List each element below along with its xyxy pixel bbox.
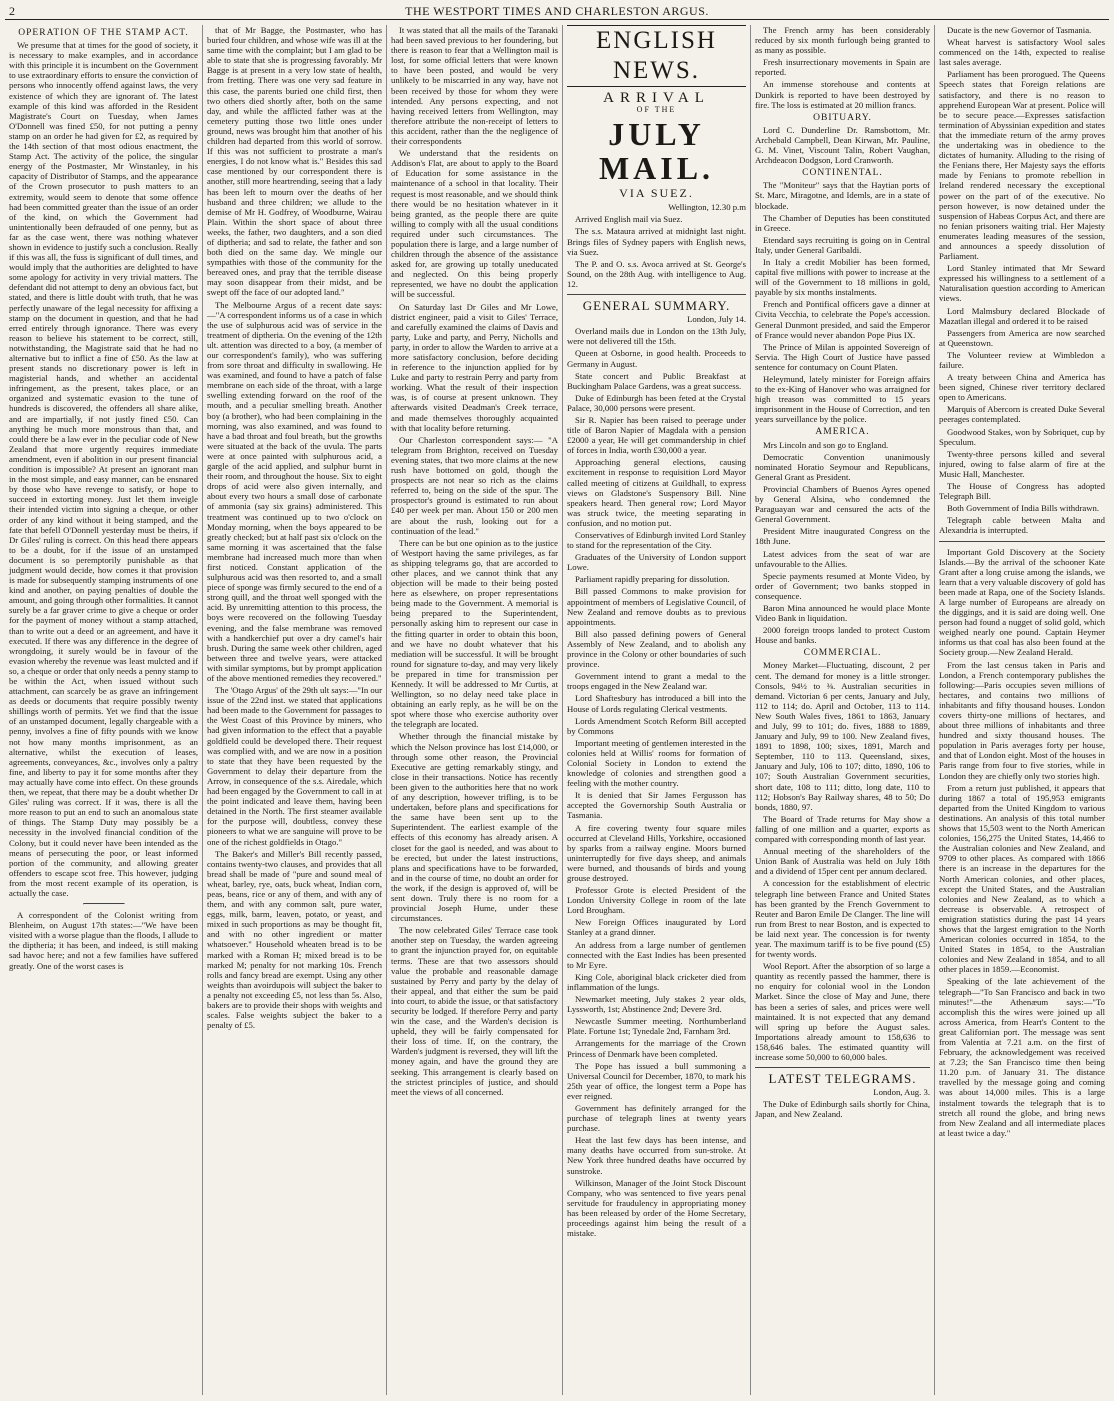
- article-paragraph: It was stated that all the mails of the Taranaki had been saved previous to her foundering, but there is reason to fear that a Wellington mail is lost, for some official letters that were known to have been posted, and would be very unlikely to be miscarried in any way, have not been received by those for whom they were intended. Any persons expecting, and not having received letters from Wellington, may therefore attribute the non-receipt of letters to this accident, rather than the the negligence of their correspondents: [391, 25, 558, 147]
- article-paragraph: A correspondent of the Colonist writing from Blenheim, on August 17th states:—"We have been visited with a worse plague than the floods, I allude to the diptheria; it has been, and indeed, is still making sad havoc here; and not a few families have suffered greatly. One of the worst cases is: [9, 910, 198, 971]
- column-5: [750, 25, 934, 1395]
- section-heading-america: AMERICA.: [815, 427, 870, 438]
- news-item: Approaching general elections, causing excitement in response to requisition Lord Mayor called meeting of citizens at Guildhall, to express views on Gladstone's Suspensory Bill. Nine speakers heard. Then general row; Lord Mayor was struck twice, the meeting separating in confusion, and no motion put.: [567, 457, 746, 528]
- news-item: Mrs Lincoln and son go to England.: [763, 439, 889, 450]
- news-item: A concession for the establishment of electric telegraph line between France and United States has been granted by the French Government to Reuter and Baron Emile De Clanger. The line will run from Brest to near Boston, and is expected to be laid next year. The concession is for twenty year. The maximum tariff is to be five pound (£5) for twenty words.: [755, 878, 930, 960]
- news-item: Telegraph cable between Malta and Alexandria is interrupted.: [939, 515, 1105, 536]
- column-3: [386, 25, 562, 1395]
- news-item: 2000 foreign troops landed to protect Custom House and banks.: [755, 625, 930, 646]
- news-item: It is denied that Sir James Fergusson has accepted the Governorship South Australia or Tasmania.: [567, 790, 746, 821]
- section-heading-continental: CONTINENTAL.: [802, 168, 883, 179]
- newspaper-page: [5, 3, 1109, 1395]
- dateline: London, July 14.: [687, 314, 746, 325]
- column-6: [934, 25, 1109, 1395]
- dateline: London, Aug. 3.: [873, 1087, 930, 1098]
- news-item: Passengers from America are now searched at Queenstown.: [939, 327, 1105, 348]
- news-item: Queen at Osborne, in good health. Proceeds to Germany in August.: [567, 348, 746, 369]
- newspaper-title: THE WESTPORT TIMES AND CHARLESTON ARGUS.: [405, 4, 709, 18]
- news-item: Parliament rapidly preparing for dissolution.: [575, 574, 730, 585]
- news-item: Sir R. Napier has been raised to peerage under title of Baron Napier of Magdala with a pension £2000 a year, He will get commandership in chief of forces in India, worth £30,000 a year.: [567, 414, 746, 456]
- news-item: The Board of Trade returns for May show a falling of one million and a quarter, exports as compared with corresponding month of last year.: [755, 813, 930, 845]
- news-item: Conservatives of Edinburgh invited Lord Stanley to stand for the representation of the City.: [567, 530, 746, 551]
- news-item: Bill passed Commons to make provision for appointment of members of Legislative Council, of New Zealand and remove doubts as to previous appointments.: [567, 586, 746, 627]
- article-paragraph: From the last census taken in Paris and London, a French contemporary publishes the following:—Paris occupies seven millions of hectares, and contains two millions of inhabitants and fifty thousand houses. London covers thirty-one millions of hectares, and about three millions of inhabitants and three hundred and sixty thousand houses. The population in Paris averages forty per house, and that of London eight. Most of the houses in Paris range from four to five stories, while in London they are chiefly only two stories high.: [939, 659, 1105, 781]
- news-item: New Foreign Offices inaugurated by Lord Stanley at a grand dinner.: [567, 917, 746, 938]
- news-item: Democratic Convention unanimously nominated Horatio Seymour and Republicans, General Grant as President.: [755, 451, 930, 482]
- news-item: Newcastle Summer meeting. Northumberland Plate. Fortune 1st; Tynedale 2nd, Farnham 3rd.: [567, 1016, 746, 1037]
- news-item: Lord Stanley intimated that Mr Seward expressed his willingness to a settlement of a Naturalisation question according to American views.: [939, 263, 1105, 304]
- news-item: Duke of Edinburgh has been feted at the Crystal Palace, 30,000 persons were present.: [567, 392, 746, 413]
- article-paragraph: Important Gold Discovery at the Society Islands.—By the arrival of the schooner Kate Grant after a long cruise among the islands, we learn that a very valuable discovery of gold has been made at Rapa, one of the Society Islands. A large number of Europeans are already on the diggings, and it is said are doing well. One person had found a nugget of solid gold, which weighed nearly one pound. Captain Heymer informs us that coal has also been found at the Society group.—New Zealand Herald.: [939, 546, 1105, 658]
- article-paragraph: On Saturday last Dr Giles and Mr Lowe, district engineer, paid a visit to Giles' Terrace, and carefully examined the claims of Davis and party, Luke and party, and Perry, Nicholls and party, in order to allow the Warden to arrive at a more satisfactory conclusion, before deciding in reference to the injunction applied for by Luke and party to restrain Perry and party from working. What the result of their inspection was, is of course at present unknown. They afterwards visited Deadman's Creek terrace, and made themselves thoroughly acquainted with that locality before returning.: [391, 301, 558, 433]
- article-paragraph: From a return just published, it appears that during 1867 a total of 195,953 emigrants departed from the United Kingdom to various destinations. An analysis of this total number shows that 15,503 went to the North American colonies, 156,275 the United States, 14,466 to the Australian colonies and New Zealand, and 9709 to other places. As compared with 1866 there is an increase in the departures for the North American colonies, and other places, except the United States, and the Australian colonies and New Zealand, as to which a decrease is observable. A retrospect of emigration statistics during the past 14 years shows that the largest emigration to the North American colonies occurred in 1854, to the United States in 1854, to the Australian colonies and New Zealand in 1854, and to all other places in 1859.—Economist.: [939, 782, 1105, 975]
- banner-via: VIA SUEZ.: [619, 186, 694, 201]
- article-paragraph: There can be but one opinion as to the justice of Westport having the same privileges, as far as shipping telegrams go, that are accorded to other places, and we cannot think that any objection will be made to their being posted here as elsewhere, on proper representations being made to the Government. A memorial is being prepared to the Superintendent, personally asking him to represent our case in the fitting quarter in order to obtain this boon, and we have no doubt whatever that his mediation will be successful. It will be brought round for signature to-day, and may very likely be prepared in time for transmission per Kennedy. It will be addressed to Mr Curtis, at Wellington, so no delay need take place in obtaining an early reply, as he will be on the spot where those who exercise authority over the telegraph are located.: [391, 537, 558, 730]
- page-number: 2: [9, 4, 16, 18]
- news-item: Wheat harvest is satisfactory Wool sales commenced on the 14th, expected to realise last sales average.: [939, 37, 1105, 68]
- banner-arrival: ARRIVAL: [603, 90, 710, 106]
- news-item: Ducate is the new Governor of Tasmania.: [947, 25, 1092, 35]
- article-paragraph: Speaking of the late achievement of the telegraph—"To San Francisco and back in two minutes!"—the Athenæum says:—"To accomplish this the wires were joined up all across America, from Heart's Content to the great Californian port. The message was sent from Valentia at 7.21 a.m. on the first of February, the acknowledgement was received at 7.23; the San Francisco time then being 11.20 p.m. of January 31. The distance travelled by the message going and coming was about 14,000 miles. This is a large instalment towards the telegraph that is to stretch all round the globe, and bring news from New Zealand and all intermediate places at least twice a day.": [939, 976, 1105, 1138]
- news-item: Arrangements for the marriage of the Crown Princess of Denmark have been completed.: [567, 1038, 746, 1059]
- news-item: Bill also passed defining powers of General Assembly of New Zealand, and to abolish any province in the Colony or other boundaries of such province.: [567, 628, 746, 670]
- news-item: Parliament has been prorogued. The Queens Speech states that Foreign relations are satisfactory, and there is no reason to apprehend European War at present. Police will be to secure peace.—Expresses satisfaction termination of Abyssinian expedition and states that the immediate return of the army proves the undertaking was in obedience to the dictates of humanity. Alluding to the rising of the Fenians there, Her Majesty says the efforts made by Fenians to promote rebellion in Ireland rendered necessary the exceptional power on the part of of the executive. No person however, is now detained under the suspension of Habeas Corpus Act, and there are no fenian prisoners waiting trial. Her Majesty enumerates leading measures of the session, and announces a speedy dissolution of Parliament.: [939, 69, 1105, 262]
- divider: [83, 903, 125, 905]
- news-item: An immense storehouse and contents at Dunkirk is reported to have been destroyed by fire. The loss is estimated at 20 million francs.: [755, 79, 930, 110]
- divider: [567, 294, 746, 295]
- news-item: In Italy a credit Mobilier has been formed, capital five millions with power to increase at the will of the Government to 18 millions in gold, payable by six months instalments.: [755, 256, 930, 298]
- news-item: Twenty-three persons killed and several injured, owing to false alarm of fire at the Music Hall, Manchester.: [939, 448, 1105, 479]
- news-item: Both Government of India Bills withdrawn.: [947, 503, 1100, 514]
- news-item: A fire covering twenty four square miles occurred at Cleveland Hills, Yorkshire, occasioned by sparks from a railway engine. Moors burned uninterruptedly for five days sheep, and animals were burned, and thousands of birds and young grouse destroyed.: [567, 822, 746, 883]
- column-4: [562, 25, 750, 1395]
- news-item: Heat the last few days has been intense, and many deaths have occurred from sun-stroke. At New York three hundred deaths have occurred by sunstroke.: [567, 1135, 746, 1176]
- news-item: The "Moniteur" says that the Haytian ports of St. Marc, Miragotne, and Idemls, are in a state of blockade.: [755, 180, 930, 211]
- article-paragraph: We understand that the residents on Addison's Flat, are about to apply to the Board of Education for some assistance in the maintenance of a school in that locality. Their request is most reasonable, and we should think there would be no hesitation whatever in it being granted, as the people there are quite willing to comply with all the usual conditions required under such circumstances. The population there is large, and a large number of children through the absence of the assistance asked for, are growing up totally uneducated and neglected. On this being properly represented, we have no doubt the application will be successful.: [391, 148, 558, 300]
- news-item: Money Market—Fluctuating, discount, 2 per cent. The demand for money is a little stronger. Consols, 94½ to ⅜. Australian securities in demand. Victorian 6 per cents, January and July, 112 to 114; do. April and October, 113 to 114. New South Wales fives, 1861 to 1863, January and July, 99 to 101; do. fives, 1888 to 1889, January and July, 99 to 100. New Zealand fives, 1891 to 1898, 100; sixes, 1891, March and September, 110 to 113. Queensland, sixes, January and July, 106 to 107; ditto, 1890, 106 to 107; South Australian Government securities, short date, 108 to 111; ditto, long date, 110 to 112; Hobson's Bay Railway shares, 48 to 50; Do bonds, 1880, 97.: [755, 660, 930, 812]
- news-item: Heleymund, lately minister for Foreign affairs to the ex-King of Hanover who was arraigned for high treason was committed to 15 years imprisonment in the House of Correction, and ten years surveillance by the police.: [755, 374, 930, 425]
- news-item: Specie payments resumed at Monte Video, by order of Government; two banks stopped in consequence.: [755, 570, 930, 601]
- column-2: [202, 25, 386, 1395]
- news-item: The Duke of Edinburgh sails shortly for China, Japan, and New Zealand.: [755, 1099, 930, 1120]
- article-paragraph: Whether through the financial mistake by which the Nelson province has lost £14,000, or through some other reason, the Provincial Executive are getting remarkably stingy, and close in their transactions. Notice has recently been given to the authorities here that no work of any description, however trifling, is to be undertaken, before plans and specifications for the same have been sent up to the Superintendent. The earliest example of the effects of this economy has already arisen. A closet for the gaol is needed, and was about to be erected, but under the latest instructions, plans and specifications have to be forwarded, and in the course of time, no doubt an order for the work, if the design is approved of, will be sent down. Truly there is no room for a provincial Joseph Hume, under these circumstances.: [391, 731, 558, 924]
- news-item: Wool Report. After the absorption of so large a quantity as recently passed the hammer, there is no enquiry for colonial wool in the London Market. Since the close of May and June, there has been a series of sales, and prices were well maintained. It is not expected that any demand will spring up before the August sales. Importations already amount to 158,636 to 158,646 bales. The estimated quantity will increase some 50,000 to 60,000 bales.: [755, 961, 930, 1062]
- news-item: The French army has been considerably reduced by six month furlough being granted to as many as possible.: [755, 25, 930, 56]
- news-item: Lord Malmsbury declared Blockade of Mazatlan illegal and ordered it to be raised: [939, 305, 1105, 326]
- news-item: President Mitre inaugurated Congress on the 18th June.: [755, 526, 930, 547]
- news-item: State concert and Public Breakfast at Buckingham Palace Gardens, was a great success.: [567, 370, 746, 391]
- news-item: The Chamber of Deputies has been constituted in Greece.: [755, 212, 930, 233]
- article-paragraph: that of Mr Bagge, the Postmaster, who has buried four children, and whose wife was ill at the same time with the complaint; but I am glad to be able to state that she is progressing favorably. Mr Bagge is at present in a very low state of health, from fretting. There was one very sad feature in this case, the parents buried one child first, then two others died shortly after, both on the same day, and while the afflicted father was at the cemetery putting those two little ones under ground, news was brought him that another of his children had departed from this world of sorrow. If this was not sufficient to prostrate a man's energies, I do not know what is." Besides this sad case mentioned by our correspondent there is another, still more heartrending, seeing that a lady has been left to mourn over the deaths of her husband and three children; we allude to the demise of Mr H. Godfrey, of Woodburne, Wairau Plain. Within the short space of about three weeks, the father, two daughters, and a son died of diptheria; and sad to relate, the father and son both died on the same day. We mingle our sympathies with those of the community for the bereaved ones, and pray that the terrible disease may soon disappear from their midst, and be swept off the face of our adopted land.": [207, 25, 382, 298]
- news-item: Government intend to grant a medal to the troops engaged in the New Zealand war.: [567, 671, 746, 692]
- columns: [5, 25, 1109, 1395]
- section-heading-obituary: OBITUARY.: [813, 112, 872, 123]
- news-item: Lord C. Dunderline Dr. Ramsbottom, Mr. Archebald Campbell, Dean Kirwan, Mr. Pauline, G. M. Vinet, Viscount Talin, Robert Vaughan, Archdeacon Dodgson, Lord Cranworth.: [755, 124, 930, 166]
- english-news-banner: [567, 25, 746, 201]
- news-item: Fresh insurrectionary movements in Spain are reported.: [755, 57, 930, 78]
- news-item: Latest advices from the seat of war are unfavourable to the Allies.: [755, 548, 930, 569]
- news-item: Overland mails due in London on the 13th July, were not delivered till the 15th.: [567, 326, 746, 347]
- news-item: King Cole, aboriginal black cricketer died from inflammation of the lungs.: [567, 971, 746, 992]
- news-item: Important meeting of gentlemen interested in the colonies held at Willis' rooms for formation of Colonial Society in London to extend the knowledge of colonies and strengthen good a feeling with the mother country.: [567, 737, 746, 789]
- banner-mail: JULY MAIL.: [598, 116, 715, 187]
- banner-title: ENGLISH NEWS.: [567, 25, 746, 87]
- article-heading-stamp-act: OPERATION OF THE STAMP ACT.: [18, 28, 189, 38]
- banner-of-the: OF THE: [636, 105, 677, 115]
- news-item: Goodwood Stakes, won by Sobriquet, cup by Speculum.: [939, 426, 1105, 447]
- news-item: The Volunteer review at Wimbledon a failure.: [939, 349, 1105, 370]
- news-item: A treaty between China and America has been signed, Chinese river territory declared open to Americans.: [939, 372, 1105, 403]
- article-paragraph: We presume that at times for the good of society, it is necessary to make examples, and in accordance with this principle it is incumbent on the Government to use extraordinary efforts to ensure the conviction of persons who innocently offend against laws, the very existence of which they are ignorant of. The latest example of this kind was afforded in the Resident Magistrate's Court on Tuesday, when James O'Donnell was fined £50, for not putting a penny stamp on an order he had given for £2, as required by the 14th section of that most odious enactment, the Stamp Act. The activity of the police, the singular energy of the Postmaster, Mr Winstanley, in his capacity of Distributor of Stamps, and the appearance of the Crown prosecutor to push matters to an extremity, would seem to denote that some offence had been committed greater than the issue of an order of the kind, on which the Government had unintentionally been defrauded of one penny, but as far as the case went, there was nothing whatever shown in evidence to justify such a conclusion. Really if this was all, the fuss is significant of dull times, and would imply that the authorities are delighted to have some apology for activity in very trivial matters. The defendant did not attempt to deny an obvious fact, but stated, and there is little doubt with truth, that he was perfectly unaware of the legal necessity for affixing a stamp on the document in question, and that he had erred entirely through ignorance. There was every reason to believe his statement to be correct, still, notwithstanding, the Magistrate said that he had no alternative but to inflict a fine of £50. As the law at present stands no discretionary power is left in magisterial hands, and whether an accidental infringement, as the present, takes place, or an organized and systematic evasion to the tune of hundreds is discovered, the offenders all share alike, and are impartially, if not justly fined £50. Can anything be much more monstrous than that, and could there be a law ever in the peculiar code of New Zealand that more urgently requires immediate amendment, even if abolition in our present financial condition is impossible? At present an ignorant man in the most simple, and easy manner, can be ensnared by those who have revenge to satisfy, or hope to succeed in extorting money. Just let them inveigle their intended victim into signing a cheque, or other order of any kind without it being stamped, and the fate that befell O'Donnell yesterday must be theirs, if Dr Giles' ruling is correct. On this head there appears to be a doubt, for if the issue of an unstamped document is so peremptorily punishable as that judgment would decide, how comes it that provision is made for subsequently stamping instruments of one kind and another, on paying penalties of double the amount, and going through other formalities. It cannot surely be a far graver crime to give a cheque or order for the payment of money without a stamp attached, than to write out a deed or an agreement, and have it executed. If there was any difference in the degree of wrongdoing, it surely would be in favour of the evasion whereby the revenue was least mulcted and if so, a cheque or order that only needs a penny stamp to be within the Act, when issued without such attachment, can scarcely be as grave an infringement as deeds or documents that require possibly twenty shillings worth of permits. Yet we find that the issue of an unstamped document, legally chargeable with a penny, involves a fine of fifty pounds with we know not how many months imprisonment, as an alternative, whilst the execution of leases, agreements, conveyances, &c., involves only a paltry fine, and liberty to pay it for some months after they may actually have come into effect. On these grounds then, we repeat, that there may be a doubt whether Dr Giles' ruling was correct. If it was, there is all the more reason to put an end to such an anomalous state of things. The Stamp Duty may possibly be a necessity in the involved financial condition of the Colony, but it could never have been intended as the means of persecuting the poor, or least informed portion of the community, and allowing greater offenders to escape scot free. This however, judging from the most recent example of its operation, is actually the case.: [9, 40, 198, 898]
- column-1: [5, 25, 202, 1395]
- news-item: Government has definitely arranged for the purchase of telegraph lines at twenty years purchase.: [567, 1102, 746, 1134]
- article-paragraph: The 'Otago Argus' of the 29th ult says:—"In our issue of the 22nd inst. we stated that applications had been made to the Government for passages to the West Coast of this Province by miners, who had given information to the effect that a payable goldfield could be developed there. Their request was complied with, and we are now in a position to state that they have been requested by the Government to delay their departure from the Arrow, in consequence of the s.s. Airedale, which had been engaged by the Government to call in at the point indicated and leave them, having been detained in the North. The first steamer available for the purpose will, doubtless, convey these pioneers to what we are sanguine will prove to be one of the richest goldfields in Otago.": [207, 685, 382, 847]
- divider: [939, 541, 1105, 542]
- news-item: The s.s. Mataura arrived at midnight last night. Brings files of Sydney papers with English news, via Suez.: [567, 226, 746, 257]
- article-paragraph: Our Charleston correspondent says:— "A telegram from Brighton, received on Tuesday evening states, that two more claims at the new rush have bottomed on gold, though the prospects are not near so rich as the claims referred to, being on the side of the spur. The prospector's ground is estimated to run about £40 per week per man. About 150 or 200 men are about the rush, looking out for a continuation of the lead.": [391, 434, 558, 536]
- news-item: The P. and O. s.s. Avoca arrived at St. George's Sound, on the 28th Aug. with intelligence to Aug. 12.: [567, 258, 746, 289]
- news-item: Graduates of the University of London support Lowe.: [567, 552, 746, 573]
- masthead: [5, 3, 1109, 20]
- news-item: Arrived English mail via Suez.: [575, 214, 683, 225]
- news-item: The House of Congress has adopted Telegraph Bill.: [939, 481, 1105, 502]
- news-item: Etendard says recruiting is going on in Central Italy, under General Garibaldi.: [755, 234, 930, 255]
- section-heading-latest-telegrams: LATEST TELEGRAMS.: [768, 1071, 917, 1087]
- news-item: An address from a large number of gentlemen connected with the East Indies has been presented to Mr Eyre.: [567, 939, 746, 970]
- dateline: Wellington, 12.30 p.m: [668, 202, 746, 213]
- article-paragraph: The Melbourne Argus of a recent date says:—"A correspondent informs us of a case in which the use of sulphurous acid was of service in the treatment of diptheria. On the evening of the 12th ult. attention was directed to a boy, (a member of our correspondent's family), who was suffering from sore throat and difficulty in swallowing. He was examined, and found to have a patch of false membrane on each side of the throat, with a large swelling extending forward on the roof of the mouth, and a peculiar smelling breath. Another boy (a brother), who had been complaining in the morning, was also examined, and was found to have a bad throat and foul breath, but the growths were situated at the back of the uvula. The parts were at once painted with sulphurous acid, a gargle of the acid applied, and sulphur burnt in their room, and throughout the house. Six to eight drops of acid were also given internally, and about every two hours a small dose of carbonate of ammonia (say six grains) administered. This treatment was continued up to two o'clock on Monday morning, when the boys appeared to be greatly checked; but at half past six o'clock on the same morning it was ascertained that the false membrane had increased much more than when first noticed. Constant application of the sulphurous acid was then resorted to, and a small piece of sponge was firmly secured to the end of a strong quill, and the throat well sponged with the acid. By unremitting attention to this process, the boys were recovered on the following Tuesday evening, and the false membrane was removed with a handkerchief put over a dry camel's hair brush. During the same week other children, aged between three and twelve years, were attacked with similar symptoms, but by prompt application of the above mentioned remedies they recovered.": [207, 299, 382, 683]
- news-item: Lord Shaftesbury has introduced a bill into the House of Lords regulating Clerical vestments.: [567, 693, 746, 714]
- section-heading-commercial: COMMERCIAL.: [803, 648, 882, 659]
- news-item: Baron Mina announced he would place Monte Video Bank in liquidation.: [755, 602, 930, 624]
- news-item: The Prince of Milan is appointed Sovereign of Servia. The High Court of Justice have passed sentence for contumacy on Count Platen.: [755, 341, 930, 372]
- news-item: Newmarket meeting, July stakes 2 year olds, Lyssworth, 1st; Abstinence 2nd; Devere 3rd.: [567, 994, 746, 1015]
- news-item: French and Pontifical officers gave a dinner at Civita Vecchia, to celebrate the Pope's accession. General Dunmont presided, and said the Emperor of France would never abandon Pope Pius IX.: [755, 299, 930, 340]
- news-item: Lords Amendment Scotch Reform Bill accepted by Commons: [567, 715, 746, 736]
- news-item: Wilkinson, Manager of the Joint Stock Discount Company, who was sentenced to five years penal servitude for fraudulency in appropriating money has been released by order of the Home Secretary, proceedings against him being the result of a mistake.: [567, 1177, 746, 1239]
- article-paragraph: The Baker's and Miller's Bill recently passed, contains twenty-two clauses, and provides that all bread shall be made of "pure and sound meal of wheat, barley, rye, oats, buck wheat, Indian corn, peas, beans, rice or any of them, and with any of them, and with any common salt, pure water, eggs, milk, barm, leaven, potato, or yeast, and mixed in such proportions as may be thought fit, and with no other ingredient or matter whatsoever." Household wheaten bread is to be marked with a Roman H; mixed bread is to be marked M; penalty for not marking 10s. French rolls and fancy bread are exempt. Using any other weights than avoirdupois will subject the baker to a penalty not exceeding £5, not less than 5s. Also, bakers are to provide their shops with weights and scales. False weights subject the baker to a penalty of £5.: [207, 848, 382, 1031]
- section-heading-general-summary: GENERAL SUMMARY.: [582, 298, 731, 314]
- news-item: Marquis of Abercorn is created Duke Several peerages contemplated.: [939, 404, 1105, 425]
- news-item: Provincial Chambers of Buenos Ayres opened by General Alsina, who condemned the Paraguayan war and censured the acts of the General Government.: [755, 483, 930, 525]
- article-paragraph: The now celebrated Giles' Terrace case took another step on Tuesday, the warden agreeing to grant the injunction prayed for, on equitable terms. These are that two assessors should value the probable and reasonable damage sustained by Perry and party by the delay of their appeal, and that either the sum be paid into court, to abide the issue, or that satisfactory security be lodged. If therefore Perry and party win the case, and the Warden's decision is upheld, they will be fairly compensated for their loss of time. If, on the contrary, the Warden's judgment is reversed, they will lift the money again, and have the ground they are seeking. This arrangement is clearly based on the strictest principles of justice, and should meet the views of all concerned.: [391, 925, 558, 1097]
- divider: [755, 1067, 930, 1068]
- news-item: Annual meeting of the shareholders of the Union Bank of Australia was held on July 18th and a dividend of 15per cent per annum declared.: [755, 846, 930, 877]
- news-item: The Pope has issued a bull summoning a Universal Council for December, 1870, to mark his 25th year of office, the longest term a Pope has ever reigned.: [567, 1060, 746, 1101]
- news-item: Professor Grote is elected President of the London University College in room of the late Lord Brougham.: [567, 885, 746, 916]
